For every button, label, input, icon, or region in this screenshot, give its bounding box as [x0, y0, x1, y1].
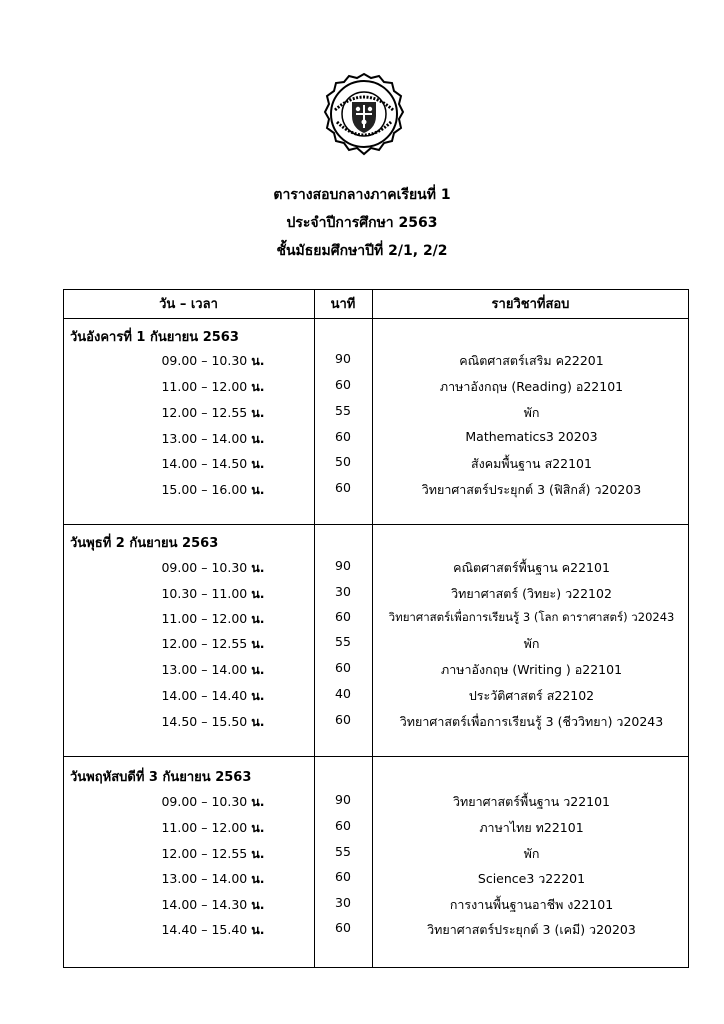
- time-cell: 11.00 – 12.00 น.: [161, 379, 265, 394]
- table-row: [63, 609, 689, 629]
- day-label: วันอังคารที่ 1 กันยายน 2563: [70, 330, 239, 345]
- subject-cell: วิทยาศาสตร์เพื่อการเรียนรู้ 3 (ชีววิทยา) ว20243: [399, 714, 664, 729]
- header-divider: [63, 318, 689, 319]
- subject-cell: การงานพื้นฐานอาชีพ ง22101: [449, 897, 614, 912]
- subject-cell: วิทยาศาสตร์ประยุกต์ 3 (ฟิสิกส์) ว20203: [421, 482, 642, 497]
- table-row: [63, 792, 689, 812]
- table-row: [63, 351, 689, 371]
- table-row: [63, 403, 689, 423]
- subject-cell: พัก: [523, 846, 540, 861]
- school-seal-logo: [323, 72, 405, 162]
- time-cell: 12.00 – 12.55 น.: [161, 846, 265, 861]
- subject-cell: สังคมพื้นฐาน ส22101: [471, 456, 592, 471]
- minutes-cell: 30: [335, 584, 351, 599]
- table-row: [63, 480, 689, 500]
- column-header-subject: รายวิชาที่สอบ: [491, 297, 570, 312]
- subject-cell: พัก: [523, 405, 540, 420]
- time-cell: 12.00 – 12.55 น.: [161, 636, 265, 651]
- minutes-cell: 60: [335, 660, 351, 675]
- time-cell: 11.00 – 12.00 น.: [161, 820, 265, 835]
- minutes-cell: 30: [335, 895, 351, 910]
- subject-cell: พัก: [523, 636, 540, 651]
- table-row: [63, 712, 689, 732]
- time-cell: 14.40 – 15.40 น.: [161, 922, 265, 937]
- minutes-cell: 55: [335, 403, 351, 418]
- subject-cell: วิทยาศาสตร์พื้นฐาน ว22101: [452, 794, 611, 809]
- day-label: วันพุธที่ 2 กันยายน 2563: [70, 536, 219, 551]
- time-cell: 11.00 – 12.00 น.: [161, 611, 265, 626]
- subject-cell: ภาษาอังกฤษ (Reading) อ22101: [439, 379, 624, 394]
- subject-cell: ภาษาอังกฤษ (Writing ) อ22101: [440, 662, 623, 677]
- time-cell: 14.50 – 15.50 น.: [161, 714, 265, 729]
- subject-cell: วิทยาศาสตร์ประยุกต์ 3 (เคมี) ว20203: [427, 922, 636, 937]
- subject-cell: คณิตศาสตร์พื้นฐาน ค22101: [453, 560, 610, 575]
- subject-cell: วิทยาศาสตร์ (วิทยะ) ว22102: [451, 586, 612, 601]
- table-row: [63, 634, 689, 654]
- subject-cell: Mathematics3 20203: [465, 429, 598, 444]
- time-cell: 09.00 – 10.30 น.: [161, 794, 265, 809]
- time-cell: 13.00 – 14.00 น.: [161, 662, 265, 677]
- table-row: [63, 686, 689, 706]
- time-cell: 14.00 – 14.50 น.: [161, 456, 265, 471]
- table-row: [63, 584, 689, 604]
- minutes-cell: 40: [335, 686, 351, 701]
- minutes-cell: 60: [335, 377, 351, 392]
- minutes-cell: 60: [335, 869, 351, 884]
- table-row: [63, 869, 689, 889]
- day-divider: [63, 756, 689, 757]
- minutes-cell: 60: [335, 712, 351, 727]
- subject-cell: ประวัติศาสตร์ ส22102: [468, 688, 595, 703]
- minutes-cell: 60: [335, 429, 351, 444]
- time-cell: 09.00 – 10.30 น.: [161, 353, 265, 368]
- table-row: [63, 558, 689, 578]
- column-header-minutes: นาที: [330, 297, 356, 312]
- time-cell: 15.00 – 16.00 น.: [161, 482, 265, 497]
- table-row: [63, 377, 689, 397]
- time-cell: 12.00 – 12.55 น.: [161, 405, 265, 420]
- time-cell: 14.00 – 14.40 น.: [161, 688, 265, 703]
- minutes-cell: 55: [335, 844, 351, 859]
- table-row: [63, 844, 689, 864]
- table-row: [63, 895, 689, 915]
- table-row: [63, 660, 689, 680]
- time-cell: 13.00 – 14.00 น.: [161, 871, 265, 886]
- time-cell: 10.30 – 11.00 น.: [161, 586, 265, 601]
- table-row: [63, 454, 689, 474]
- minutes-cell: 50: [335, 454, 351, 469]
- minutes-cell: 60: [335, 920, 351, 935]
- subject-cell: Science3 ว22201: [477, 871, 586, 886]
- academic-year: ประจำปีการศึกษา 2563: [286, 215, 438, 231]
- minutes-cell: 90: [335, 558, 351, 573]
- table-row: [63, 429, 689, 449]
- minutes-cell: 60: [335, 818, 351, 833]
- time-cell: 09.00 – 10.30 น.: [161, 560, 265, 575]
- minutes-cell: 90: [335, 792, 351, 807]
- exam-schedule-title: ตารางสอบกลางภาคเรียนที่ 1: [273, 187, 451, 203]
- minutes-cell: 90: [335, 351, 351, 366]
- class-level: ชั้นมัธยมศึกษาปีที่ 2/1, 2/2: [276, 243, 448, 259]
- column-header-time: วัน – เวลา: [159, 297, 218, 312]
- time-cell: 14.00 – 14.30 น.: [161, 897, 265, 912]
- subject-cell: คณิตศาสตร์เสริม ค22201: [459, 353, 604, 368]
- minutes-cell: 60: [335, 480, 351, 495]
- table-row: [63, 920, 689, 940]
- day-label: วันพฤหัสบดีที่ 3 กันยายน 2563: [70, 770, 252, 785]
- day-divider: [63, 524, 689, 525]
- minutes-cell: 55: [335, 634, 351, 649]
- subject-cell: ภาษาไทย ท22101: [479, 820, 584, 835]
- time-cell: 13.00 – 14.00 น.: [161, 431, 265, 446]
- table-row: [63, 818, 689, 838]
- subject-cell: วิทยาศาสตร์เพื่อการเรียนรู้ 3 (โลก ดาราศาสตร์) ว20243: [388, 610, 675, 624]
- minutes-cell: 60: [335, 609, 351, 624]
